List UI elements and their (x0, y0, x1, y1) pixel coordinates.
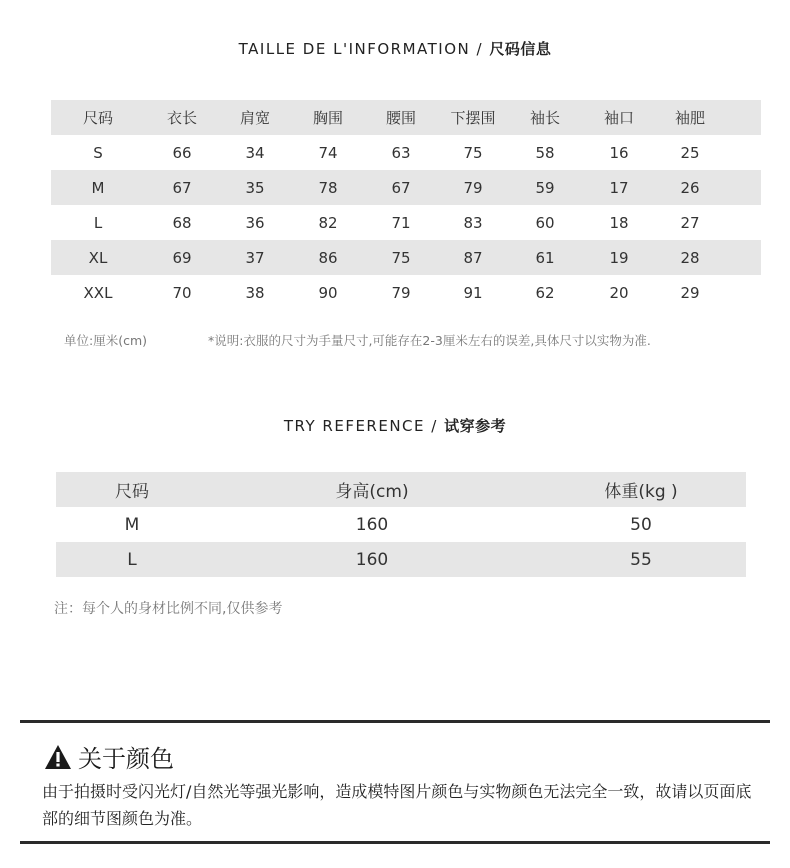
size-table-cell: 83 (463, 213, 483, 232)
size-table-spacer-cell (723, 240, 761, 275)
size-table-cell: 62 (535, 283, 555, 302)
size-table-cell: XL (51, 240, 145, 275)
size-table-cell: 34 (245, 143, 265, 162)
size-info-title-en: TAILLE DE L'INFORMATION / (238, 40, 490, 58)
size-table-cell: 67 (145, 170, 219, 205)
size-table-header-cell: 下摆围 (437, 100, 509, 135)
size-table-cell: 18 (609, 213, 629, 232)
size-table-row (51, 170, 761, 205)
size-table-cell: 59 (509, 170, 581, 205)
size-table-cell: 37 (219, 240, 291, 275)
size-table-cell: 35 (219, 170, 291, 205)
size-info-title (0, 38, 790, 59)
size-table-cell: 71 (391, 213, 411, 232)
size-table-header-cell: 尺码 (51, 100, 145, 135)
size-table-cell: 86 (291, 240, 365, 275)
size-table-header-cell: 胸围 (291, 100, 365, 135)
size-table-cell: 17 (581, 170, 657, 205)
color-heading (44, 739, 174, 774)
divider-top (20, 720, 770, 723)
size-table-cell: 20 (609, 283, 629, 302)
unit-note: 单位:厘米(cm) (64, 333, 148, 348)
size-table-header-cell: 袖长 (509, 100, 581, 135)
size-table-cell: 90 (318, 283, 338, 302)
size-table-cell: 75 (365, 240, 437, 275)
size-table-header-cell: 腰围 (365, 100, 437, 135)
try-reference-title-en: TRY REFERENCE / (283, 417, 445, 435)
size-table-row (51, 135, 761, 170)
size-table-cell: 79 (437, 170, 509, 205)
color-title: 关于颜色 (78, 745, 174, 773)
divider-bottom (20, 841, 770, 844)
size-table-cell: 74 (318, 143, 338, 162)
size-table-cell: 79 (391, 283, 411, 302)
size-table-cell: 29 (680, 283, 700, 302)
try-table-cell: 55 (536, 542, 746, 577)
size-table-cell: 38 (245, 283, 265, 302)
try-table-header-row (56, 472, 746, 507)
size-info-title-cn: 尺码信息 (489, 40, 552, 58)
size-table-cell: XXL (83, 283, 113, 302)
try-table-row (56, 542, 746, 577)
size-table (51, 100, 761, 310)
size-table-cell: 36 (245, 213, 265, 232)
try-table-cell: M (124, 514, 140, 535)
size-table-cell: 75 (463, 143, 483, 162)
size-table-header-cell: 衣长 (145, 100, 219, 135)
try-table-cell: 50 (630, 514, 652, 535)
size-table-spacer-cell (723, 100, 761, 135)
size-table-cell: 25 (680, 143, 700, 162)
size-table-cell: M (51, 170, 145, 205)
size-table-cell: 61 (509, 240, 581, 275)
color-disclaimer: 由于拍摄时受闪光灯/自然光等强光影响，造成模特图片颜色与实物颜色无法完全一致，故请以页面底部的细节图颜色为准。 (42, 782, 752, 828)
warning-icon (44, 744, 72, 770)
size-table-header-row (51, 100, 761, 135)
try-reference-title (0, 415, 790, 436)
size-table-cell: 19 (581, 240, 657, 275)
try-table-cell: L (56, 542, 208, 577)
size-table-spacer-cell (723, 205, 761, 240)
size-table-cell: 27 (680, 213, 700, 232)
size-table-header-cell: 袖口 (581, 100, 657, 135)
size-table-cell: 69 (145, 240, 219, 275)
size-table-cell: 63 (391, 143, 411, 162)
size-table-header-cell: 袖肥 (657, 100, 723, 135)
size-table-row (51, 205, 761, 240)
size-table-cell: 58 (535, 143, 555, 162)
size-table-cell: 16 (609, 143, 629, 162)
size-table-cell: 87 (437, 240, 509, 275)
size-table-cell: 82 (318, 213, 338, 232)
size-table-cell: 26 (657, 170, 723, 205)
size-table-spacer-cell (723, 135, 761, 170)
size-table-row (51, 275, 761, 310)
measurement-disclaimer: *说明:衣服的尺寸为手量尺寸,可能存在2-3厘米左右的误差,具体尺寸以实物为准. (208, 333, 651, 348)
try-reference-note: 注：每个人的身材比例不同,仅供参考 (54, 601, 283, 617)
try-table-header-cell: 身高(cm) (208, 472, 536, 507)
try-reference-title-cn: 试穿参考 (444, 417, 507, 435)
size-table-row (51, 240, 761, 275)
size-table-header-cell: 肩宽 (219, 100, 291, 135)
size-table-spacer-cell (723, 170, 761, 205)
try-table-header-cell: 尺码 (56, 472, 208, 507)
try-table-header-cell: 体重(kg ) (536, 472, 746, 507)
size-table-cell: 91 (463, 283, 483, 302)
try-table-cell: 160 (355, 514, 389, 535)
try-table-row (56, 507, 746, 542)
size-table-cell: 28 (657, 240, 723, 275)
size-table-cell: 68 (172, 213, 192, 232)
size-table-cell: 66 (172, 143, 192, 162)
try-table-cell: 160 (208, 542, 536, 577)
size-table-spacer-cell (723, 275, 761, 310)
size-table-cell: 60 (535, 213, 555, 232)
try-reference-table (56, 472, 746, 577)
size-table-cell: L (93, 213, 103, 232)
size-table-cell: 78 (291, 170, 365, 205)
size-table-cell: 70 (172, 283, 192, 302)
size-table-cell: S (93, 143, 103, 162)
size-table-cell: 67 (365, 170, 437, 205)
